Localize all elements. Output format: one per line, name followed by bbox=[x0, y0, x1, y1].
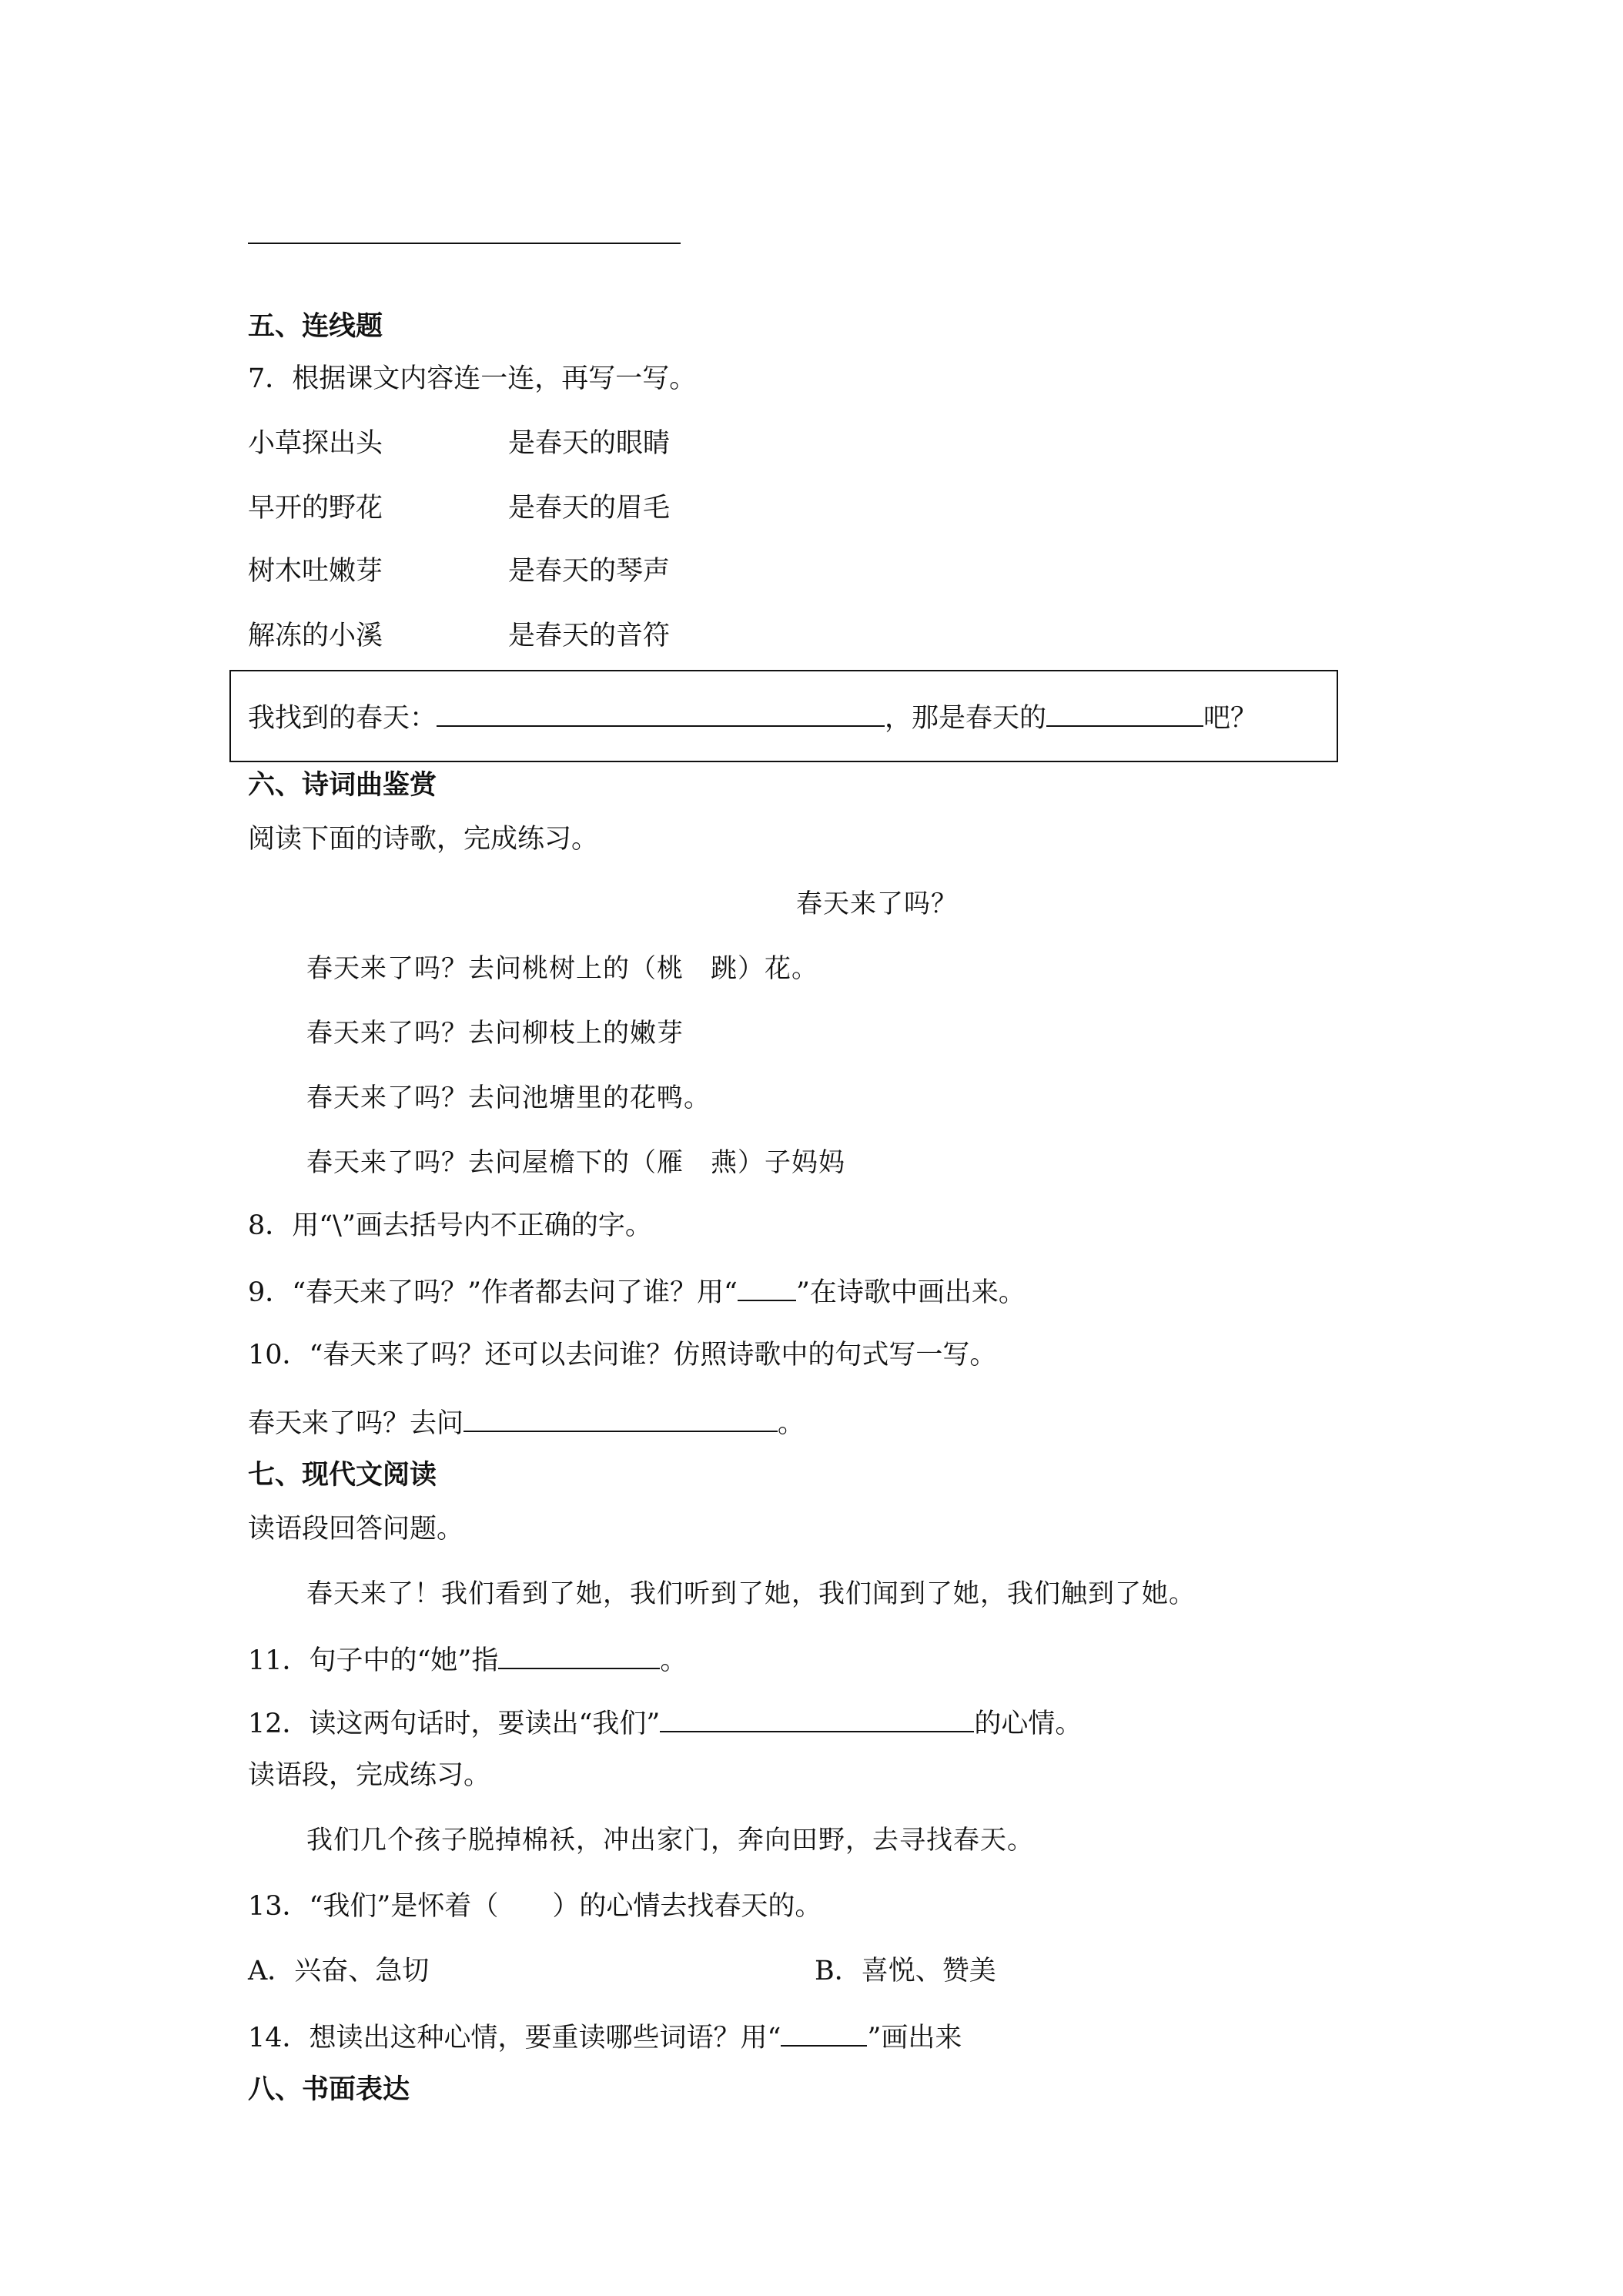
answer-box-label: 我找到的春天： bbox=[248, 703, 437, 734]
answer-box-sentence bbox=[248, 699, 1257, 735]
answer-blank[interactable] bbox=[498, 1642, 660, 1669]
question-14-text: 14．想读出这种心情，要重读哪些词语？用“ bbox=[248, 2023, 781, 2053]
answer-box bbox=[229, 670, 1338, 762]
question-12 bbox=[248, 1705, 1082, 1741]
question-14 bbox=[248, 2019, 962, 2055]
question-10-answer-prefix: 春天来了吗？去问 bbox=[248, 1408, 464, 1439]
question-10-answer-end: 。 bbox=[778, 1408, 805, 1439]
answer-blank[interactable] bbox=[1046, 699, 1203, 727]
reading-intro: 读语段回答问题。 bbox=[248, 1514, 464, 1545]
question-13-prompt: 13．“我们”是怀着（ ）的心情去找春天的。 bbox=[248, 1891, 822, 1922]
poem-line: 春天来了吗？去问池塘里的花鸭。 bbox=[306, 1083, 711, 1113]
answer-blank[interactable] bbox=[660, 1705, 974, 1732]
question-12-text: 12．读这两句话时，要读出“我们” bbox=[248, 1709, 661, 1739]
question-7-prompt: 7．根据课文内容连一连，再写一写。 bbox=[248, 363, 697, 394]
question-9 bbox=[248, 1274, 1026, 1310]
match-left-item[interactable]: 早开的野花 bbox=[248, 493, 383, 524]
reading-passage-2: 我们几个孩子脱掉棉袄，冲出家门，奔向田野，去寻找春天。 bbox=[306, 1825, 1034, 1856]
question-10-answer bbox=[248, 1404, 805, 1441]
section-heading-matching: 五、连线题 bbox=[248, 310, 383, 342]
question-11-end: 。 bbox=[660, 1645, 688, 1676]
answer-box-middle: ，那是春天的 bbox=[885, 703, 1047, 734]
poem-line: 春天来了吗？去问屋檐下的（雁 燕）子妈妈 bbox=[306, 1147, 845, 1178]
reading-intro-2: 读语段，完成练习。 bbox=[248, 1760, 491, 1791]
section-heading-reading: 七、现代文阅读 bbox=[248, 1459, 437, 1491]
question-14-end: ”画出来 bbox=[867, 2023, 962, 2053]
poem-line: 春天来了吗？去问桃树上的（桃 跳）花。 bbox=[306, 953, 818, 984]
question-11-text: 11．句子中的“她”指 bbox=[248, 1645, 499, 1676]
match-left-item[interactable]: 解冻的小溪 bbox=[248, 621, 383, 651]
match-left-item[interactable]: 树木吐嫩芽 bbox=[248, 556, 383, 587]
answer-blank[interactable] bbox=[463, 1404, 778, 1432]
option-a[interactable]: A．兴奋、急切 bbox=[248, 1956, 430, 1986]
option-b[interactable]: B．喜悦、赞美 bbox=[815, 1956, 996, 1986]
match-right-item[interactable]: 是春天的眼睛 bbox=[508, 428, 671, 459]
question-10-prompt: 10．“春天来了吗？还可以去问谁？仿照诗歌中的句式写一写。 bbox=[248, 1340, 997, 1371]
underline-sample bbox=[738, 1274, 796, 1301]
poem-line: 春天来了吗？去问柳枝上的嫩芽 bbox=[306, 1018, 684, 1049]
question-11 bbox=[248, 1642, 687, 1678]
match-right-item[interactable]: 是春天的眉毛 bbox=[508, 493, 671, 524]
question-8: 8．用“\”画去括号内不正确的字。 bbox=[248, 1210, 652, 1241]
section-heading-poetry: 六、诗词曲鉴赏 bbox=[248, 769, 437, 801]
question-9-text-end: ”在诗歌中画出来。 bbox=[795, 1277, 1026, 1308]
poem-intro: 阅读下面的诗歌，完成练习。 bbox=[248, 824, 599, 855]
question-9-text: 9．“春天来了吗？”作者都去问了谁？用“ bbox=[248, 1277, 738, 1308]
answer-line[interactable] bbox=[248, 243, 681, 244]
section-heading-writing: 八、书面表达 bbox=[248, 2073, 410, 2105]
answer-blank[interactable] bbox=[437, 699, 885, 727]
match-right-item[interactable]: 是春天的音符 bbox=[508, 621, 671, 651]
question-12-end: 的心情。 bbox=[974, 1709, 1083, 1739]
poem-title: 春天来了吗？ bbox=[796, 889, 958, 919]
match-left-item[interactable]: 小草探出头 bbox=[248, 428, 383, 459]
match-right-item[interactable]: 是春天的琴声 bbox=[508, 556, 671, 587]
underline-sample bbox=[781, 2019, 867, 2047]
reading-passage: 春天来了！我们看到了她，我们听到了她，我们闻到了她，我们触到了她。 bbox=[306, 1578, 1196, 1609]
answer-box-end: 吧？ bbox=[1203, 703, 1258, 734]
